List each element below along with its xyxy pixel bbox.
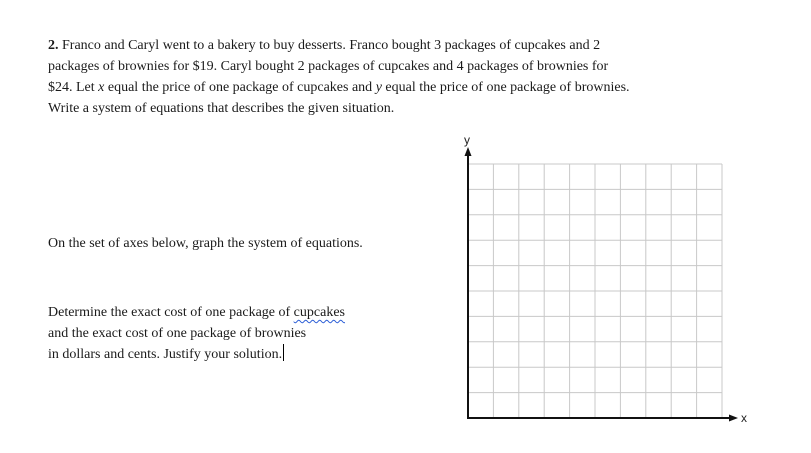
problem-line-3 xyxy=(48,77,738,98)
problem-text-3a: $24. Let xyxy=(48,80,99,95)
variable-y: y xyxy=(375,80,382,95)
problem-line-1 xyxy=(48,35,738,56)
problem-text-1: Franco and Caryl went to a bakery to buy desserts. Franco bought 3 packages of cupcakes and 2 xyxy=(62,38,601,53)
y-axis-label: y xyxy=(464,133,470,147)
cost-text-3: in dollars and cents. Justify your solution. xyxy=(48,347,283,362)
cost-question[interactable] xyxy=(48,302,345,365)
problem-line-2: packages of brownies for $19. Caryl bought 2 packages of cupcakes and 4 packages of brownies for xyxy=(48,59,609,74)
x-axis-arrow-icon xyxy=(729,415,738,422)
problem-text-3c: equal the price of one package of brownies. xyxy=(381,80,630,95)
y-axis-arrow-icon xyxy=(465,147,472,156)
problem-line-4: Write a system of equations that describes the given situation. xyxy=(48,101,395,116)
problem-number: 2. xyxy=(48,38,59,53)
variable-x: x xyxy=(98,80,105,95)
cost-line-1 xyxy=(48,302,345,323)
text-cursor xyxy=(283,344,284,361)
cost-line-3 xyxy=(48,344,345,365)
problem-statement xyxy=(48,35,738,119)
problem-text-3b: equal the price of one package of cupcakes and xyxy=(104,80,376,95)
spellcheck-word-cupcakes[interactable]: cupcakes xyxy=(293,305,345,320)
cost-text-1a: Determine the exact cost of one package of xyxy=(48,305,294,320)
coordinate-grid xyxy=(455,130,755,430)
x-axis-label: x xyxy=(741,411,747,425)
grid-lines xyxy=(468,164,722,418)
cost-line-2: and the exact cost of one package of brownies xyxy=(48,326,307,341)
graph-instruction: On the set of axes below, graph the system of equations. xyxy=(48,236,363,251)
